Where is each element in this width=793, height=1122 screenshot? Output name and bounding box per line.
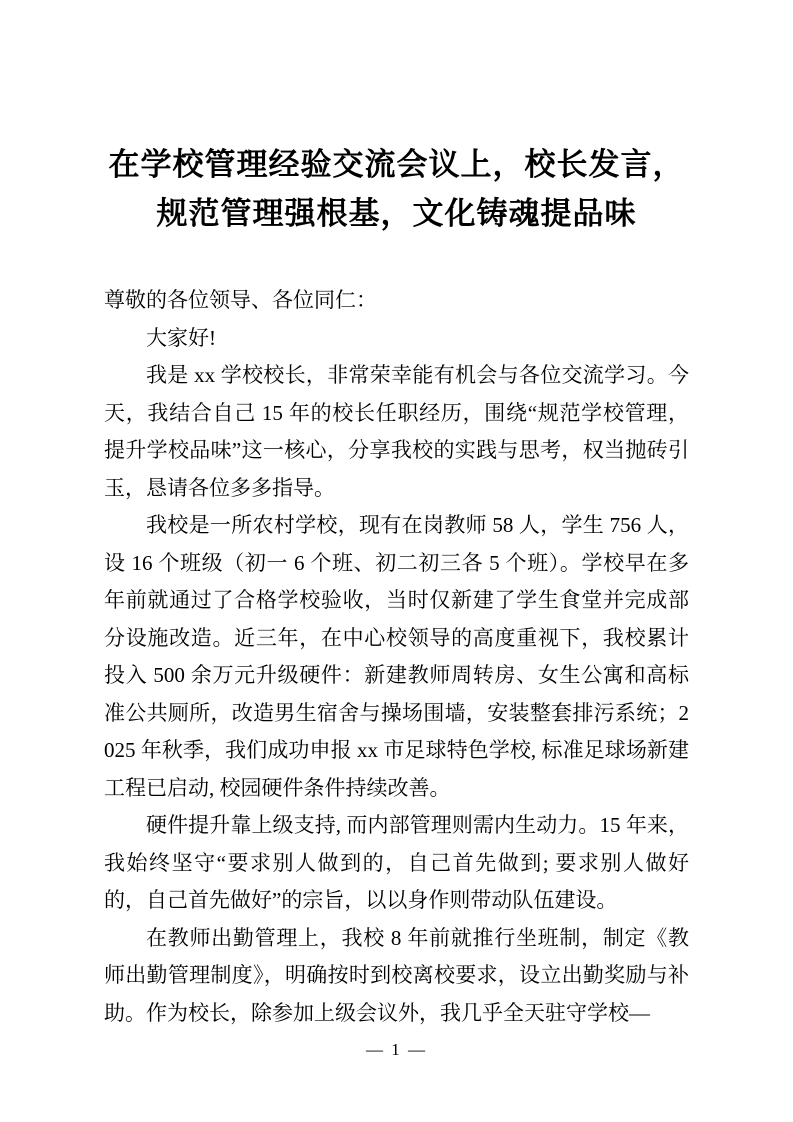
salutation: 尊敬的各位领导、各位同仁： xyxy=(104,288,377,312)
title-line-2: 规范管理强根基，文化铸魂提品味 xyxy=(156,196,637,231)
intro-paragraph: 我是 xx 学校校长，非常荣幸能有机会与各位交流学习。今天，我结合自己 15 年的校长任职经历，围绕“规范学校管理，提升学校品味”这一核心，分享我校的实践与思考，权当抛砖引玉，恳请各位多多指导。 xyxy=(104,363,689,500)
school-overview-paragraph: 我校是一所农村学校，现有在岗教师 58 人，学生 756 人，设 16 个班级（初一 6 个班、初二初三各 5 个班）。学校早在多年前就通过了合格学校验收，当时仅新建了学生食堂并完成部分设施改造。近三年，在中心校领导的高度重视下，我校累计投入 500 余万元升级硬件：新建教师周转房、女生公寓和高标准公共厕所，改造男生宿舍与操场围墙，安装整套排污系统；2025 年秋季，我们成功申报 xx 市足球特色学校, 标准足球场新建工程已启动, 校园硬件条件持续改善。 xyxy=(104,513,689,800)
document-title xyxy=(104,140,689,238)
document-body xyxy=(104,282,689,1032)
page-number: — 1 — xyxy=(366,1040,427,1059)
attendance-management-paragraph: 在教师出勤管理上，我校 8 年前就推行坐班制，制定《教师出勤管理制度》，明确按时到校离校要求，设立出勤奖励与补助。作为校长，除参加上级会议外，我几乎全天驻守学校— xyxy=(104,925,689,1025)
management-principle-paragraph: 硬件提升靠上级支持, 而内部管理则需内生动力。15 年来，我始终坚守“要求别人做到的，自己首先做到; 要求别人做好的，自己首先做好”的宗旨，以以身作则带动队伍建设。 xyxy=(104,813,689,912)
greeting-paragraph: 大家好! xyxy=(146,325,216,350)
title-line-1: 在学校管理经验交流会议上，校长发言， xyxy=(108,147,685,182)
